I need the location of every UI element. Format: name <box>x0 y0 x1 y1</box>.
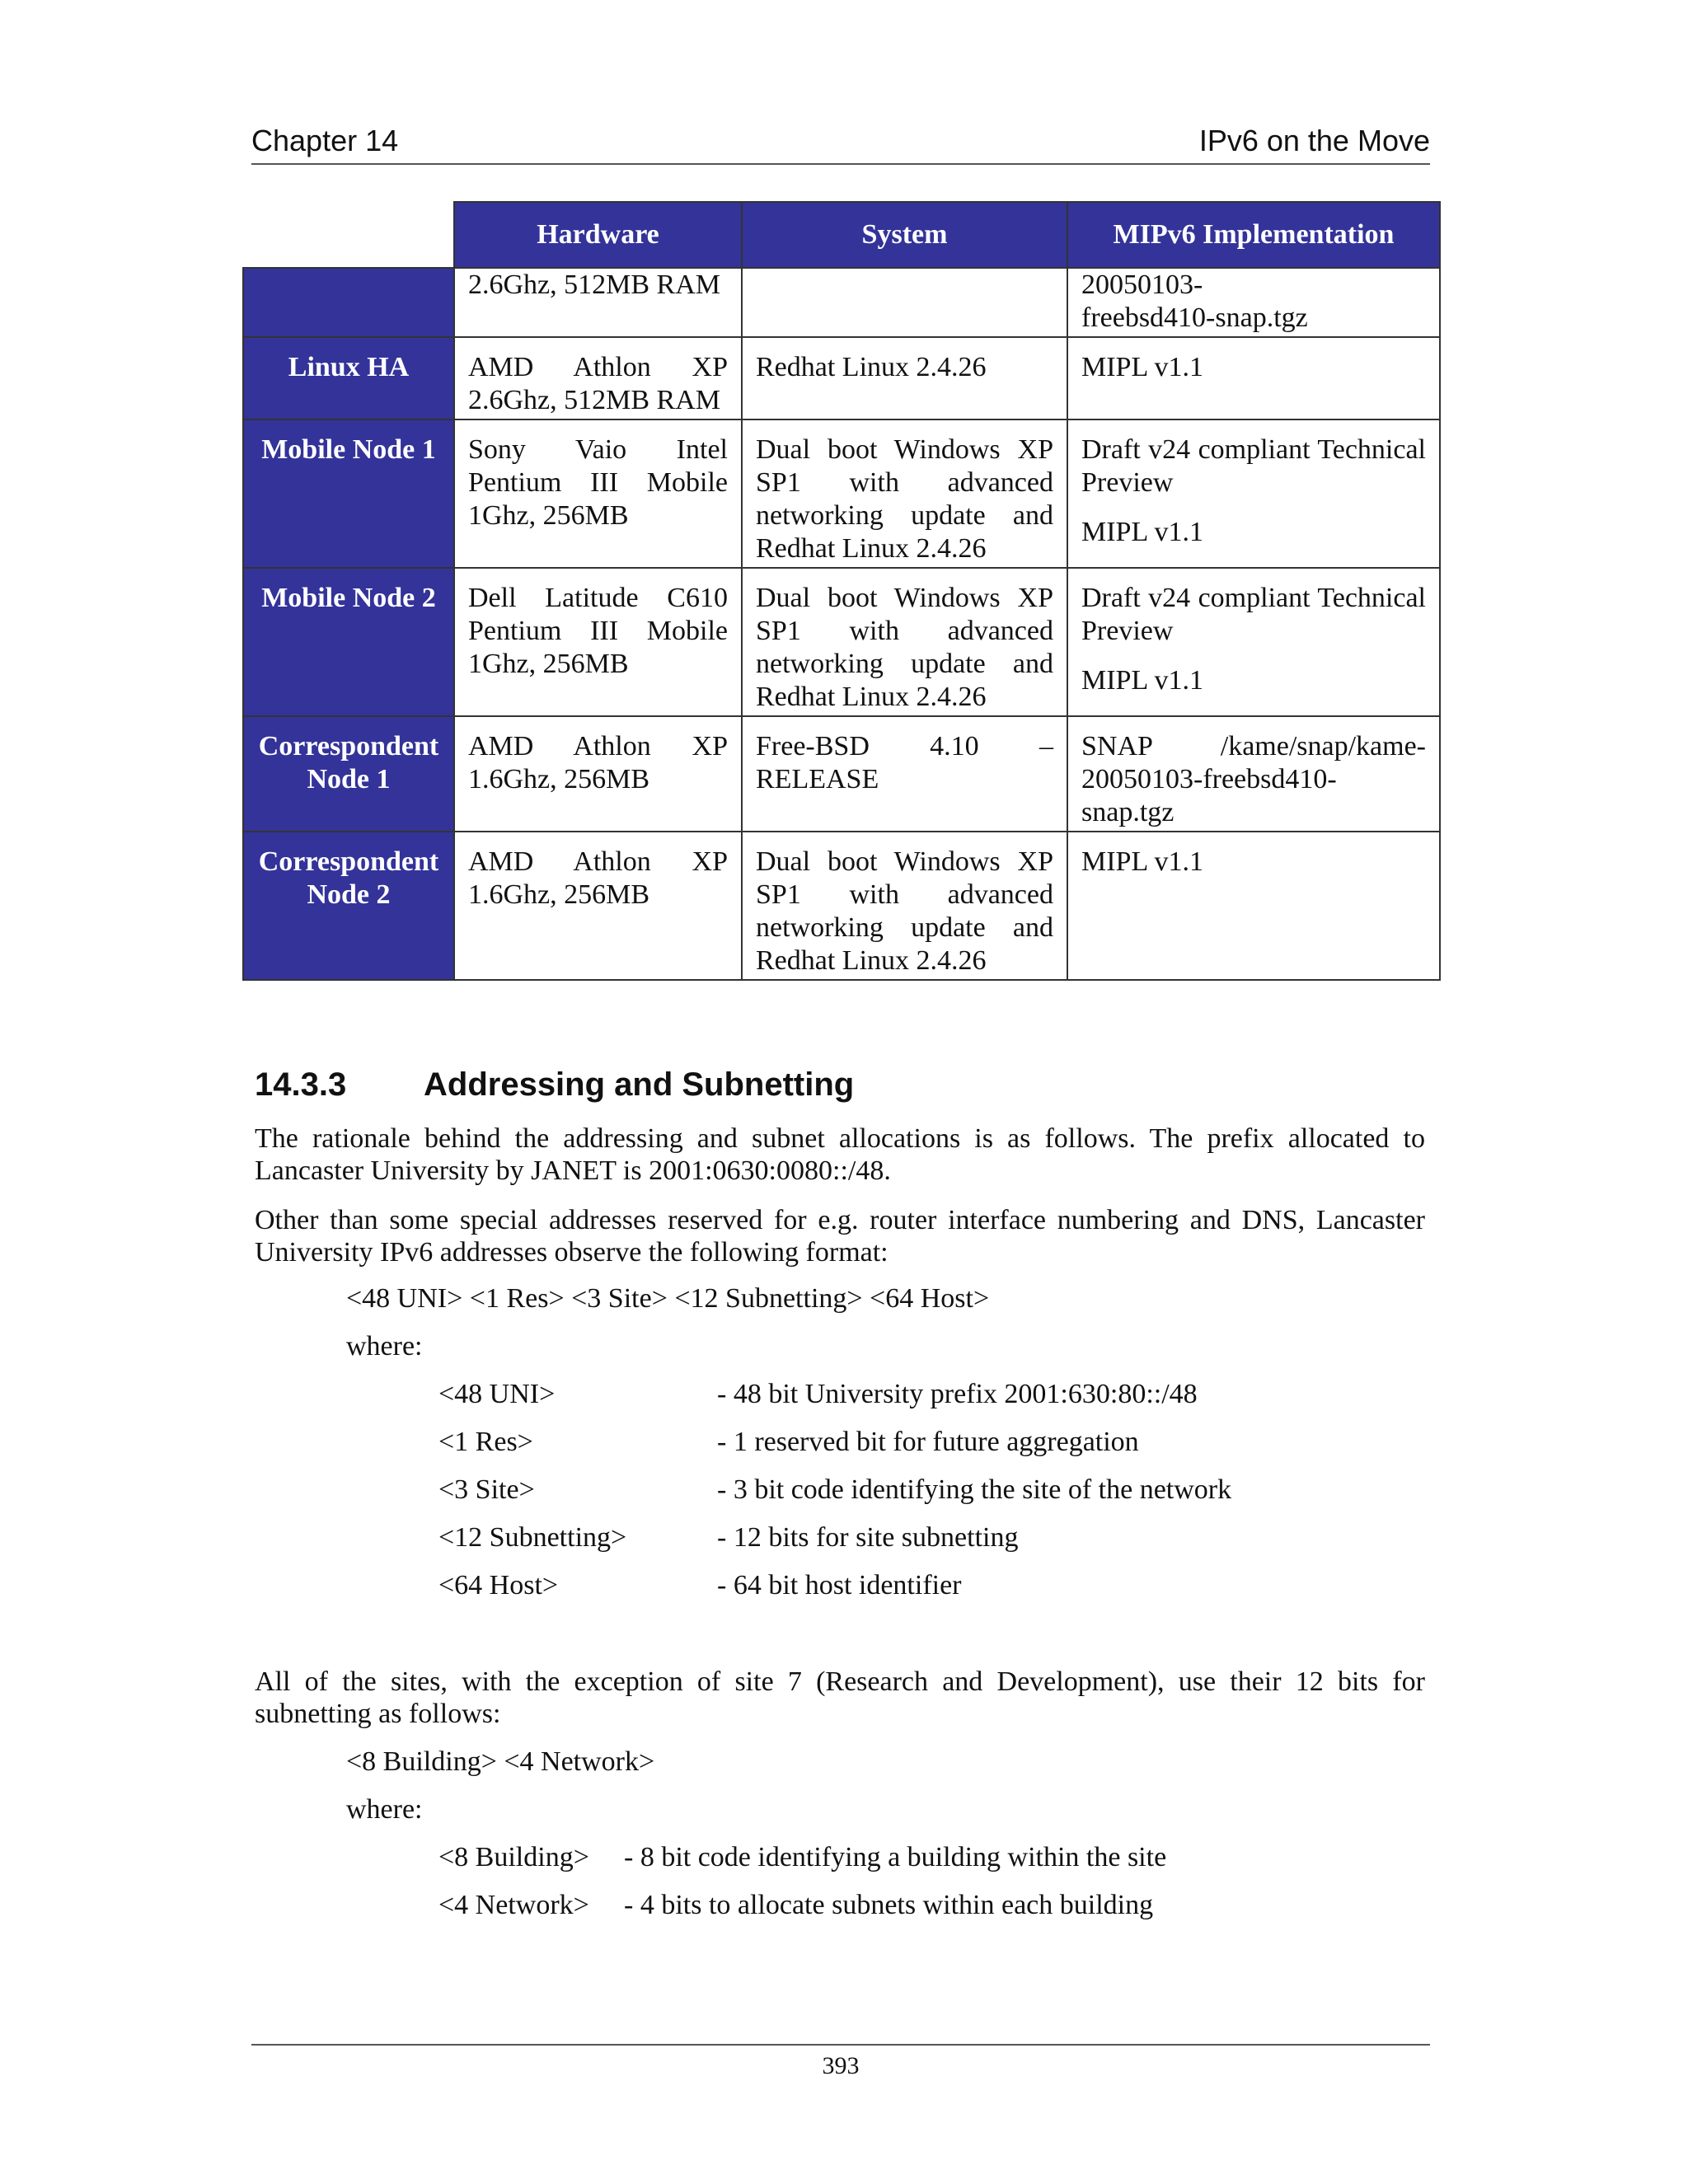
hardware-cell: AMD Athlon XP 1.6Ghz, 256MB <box>454 832 742 980</box>
mipv6-text: MIPL v1.1 <box>1081 665 1203 696</box>
mipv6-cell: MIPL v1.1 <box>1067 337 1440 419</box>
paragraph: Other than some special addresses reserved for e.g. router interface numbering and DNS, Lancaster University IPv6 addresses observe the following format: <box>255 1205 1425 1268</box>
def-term: <1 Res> <box>438 1427 533 1457</box>
hardware-cell: Dell Latitude C610 Pentium III Mobile 1Ghz, 256MB <box>454 568 742 716</box>
def-desc: - 4 bits to allocate subnets within each building <box>624 1890 1154 1920</box>
page-header <box>251 122 1430 165</box>
def-desc: - 8 bit code identifying a building within the site <box>624 1842 1167 1872</box>
def-term: <8 Building> <box>438 1842 589 1872</box>
def-term: <48 UNI> <box>438 1379 556 1409</box>
def-term: <3 Site> <box>438 1474 535 1505</box>
hardware-cell: 2.6Ghz, 512MB RAM <box>454 268 742 337</box>
system-cell <box>742 268 1067 337</box>
def-desc: - 12 bits for site subnetting <box>717 1522 1019 1553</box>
node-cell: Mobile Node 1 <box>243 419 454 568</box>
mipv6-cell: MIPL v1.1 <box>1067 832 1440 980</box>
column-header: System <box>742 202 1067 268</box>
node-cell: Correspondent Node 2 <box>243 832 454 980</box>
column-header: Hardware <box>454 202 742 268</box>
mipv6-cell <box>1067 716 1440 832</box>
hardware-table <box>242 201 1441 981</box>
paragraph: All of the sites, with the exception of site 7 (Research and Development), use their 12 bits for subnetting as follows: <box>255 1666 1425 1729</box>
def-desc: - 64 bit host identifier <box>717 1570 962 1601</box>
node-cell: Linux HA <box>243 337 454 419</box>
table-row <box>243 419 1440 568</box>
table-row <box>243 337 1440 419</box>
system-cell: Dual boot Windows XP SP1 with advanced networking update and Redhat Linux 2.4.26 <box>742 832 1067 980</box>
def-term: <64 Host> <box>438 1570 559 1601</box>
paragraph: The rationale behind the addressing and subnet allocations is as follows. The prefix allocated to Lancaster University by JANET is 2001:0630:0080::/48. <box>255 1123 1425 1186</box>
table-row <box>243 568 1440 716</box>
node-cell <box>243 268 454 337</box>
node-cell: Mobile Node 2 <box>243 568 454 716</box>
system-cell: Dual boot Windows XP SP1 with advanced networking update and Redhat Linux 2.4.26 <box>742 568 1067 716</box>
hardware-text: AMD Athlon XP 2.6Ghz, 512MB RAM <box>468 352 728 415</box>
mipv6-cell <box>1067 268 1440 337</box>
where-label: where: <box>346 1331 423 1361</box>
mipv6-text: 20050103-freebsd410-snap.tgz <box>1081 269 1308 333</box>
hardware-cell <box>454 337 742 419</box>
mipv6-cell <box>1067 568 1440 716</box>
table-corner <box>243 202 454 268</box>
column-header: MIPv6 Implementation <box>1067 202 1440 268</box>
chapter-label: Chapter 14 <box>251 124 399 157</box>
def-desc: - 1 reserved bit for future aggregation <box>717 1427 1139 1457</box>
table-header-row <box>243 202 1440 268</box>
def-term: <12 Subnetting> <box>438 1522 627 1553</box>
node-cell: Correspondent Node 1 <box>243 716 454 832</box>
page-footer <box>251 2044 1430 2080</box>
def-term: <4 Network> <box>438 1890 589 1920</box>
table-row <box>243 268 1440 337</box>
mipv6-cell <box>1067 419 1440 568</box>
hardware-cell: AMD Athlon XP 1.6Ghz, 256MB <box>454 716 742 832</box>
system-cell: Redhat Linux 2.4.26 <box>742 337 1067 419</box>
section-title: Addressing and Subnetting <box>424 1066 855 1103</box>
table-row <box>243 716 1440 832</box>
system-cell: Dual boot Windows XP SP1 with advanced networking update and Redhat Linux 2.4.26 <box>742 419 1067 568</box>
def-desc: - 3 bit code identifying the site of the network <box>717 1474 1232 1505</box>
table-row <box>243 832 1440 980</box>
mipv6-text: MIPL v1.1 <box>1081 517 1203 547</box>
address-format: <48 UNI> <1 Res> <3 Site> <12 Subnetting> <64 Host> <box>346 1283 990 1314</box>
where-label: where: <box>346 1794 423 1825</box>
def-desc: - 48 bit University prefix 2001:630:80::/48 <box>717 1379 1198 1409</box>
mipv6-text: SNAP /kame/snap/kame-20050103-freebsd410-snap.tgz <box>1081 731 1426 827</box>
mipv6-text: Draft v24 compliant Technical Preview <box>1081 434 1426 498</box>
section-heading <box>255 1066 854 1104</box>
section-number: 14.3.3 <box>255 1066 347 1103</box>
hardware-cell: Sony Vaio Intel Pentium III Mobile 1Ghz, 256MB <box>454 419 742 568</box>
system-cell: Free-BSD 4.10 – RELEASE <box>742 716 1067 832</box>
chapter-title: IPv6 on the Move <box>1198 124 1430 157</box>
page-number: 393 <box>822 2052 860 2079</box>
mipv6-text: Draft v24 compliant Technical Preview <box>1081 583 1426 646</box>
subnet-format: <8 Building> <4 Network> <box>346 1746 655 1777</box>
